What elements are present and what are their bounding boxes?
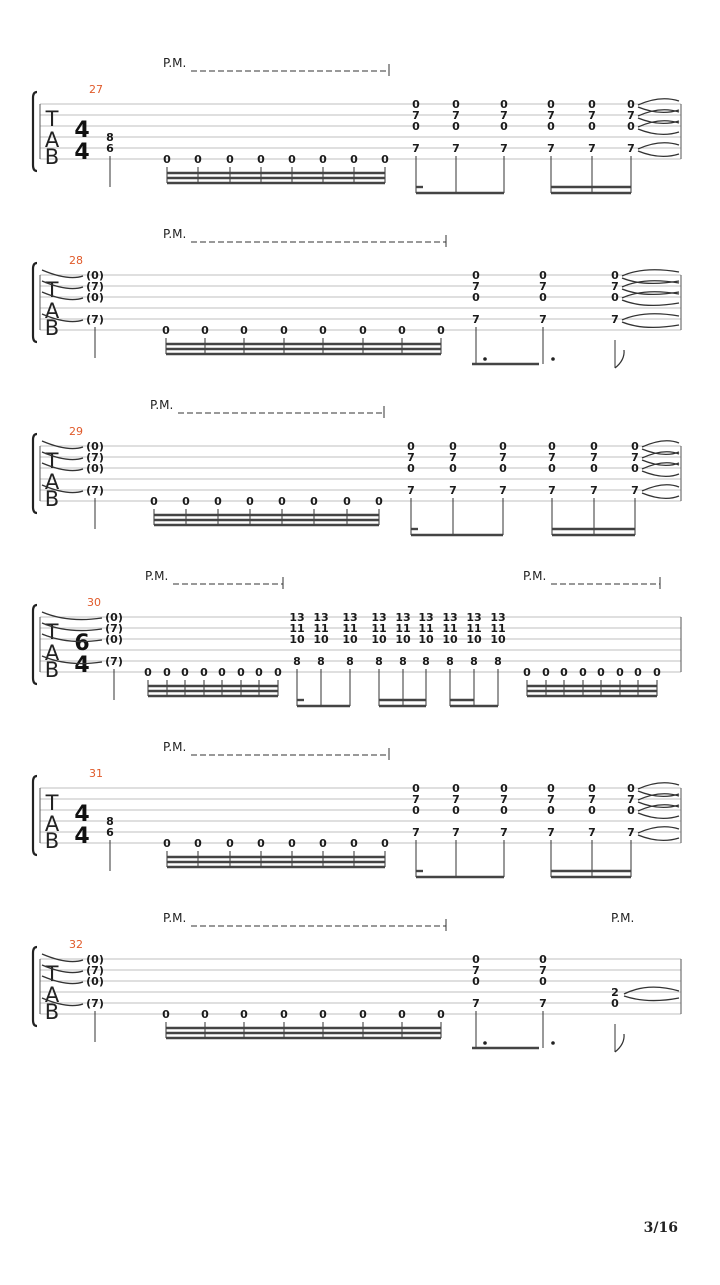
fret-number: 0: [226, 153, 234, 166]
tie-out: [638, 835, 679, 840]
fret-number: 0: [310, 495, 318, 508]
fret-number: 0: [319, 324, 327, 337]
fret-number: 10: [342, 633, 358, 646]
tie-in: [42, 270, 83, 278]
fret-number: 13: [418, 611, 434, 624]
tab-clef-letter: T: [45, 620, 59, 644]
fret-number: 0: [381, 837, 389, 850]
fret-number: (7): [105, 622, 123, 635]
palm-mute-label: P.M.: [163, 740, 187, 754]
fret-number: 7: [547, 826, 555, 839]
fret-number: 8: [375, 655, 383, 668]
fret-number: 0: [627, 120, 635, 133]
fret-number: 7: [548, 484, 556, 497]
tie-in: [42, 612, 102, 620]
palm-mute-label: P.M.: [163, 56, 187, 70]
fret-number: 7: [452, 142, 460, 155]
tab-clef-letter: T: [45, 791, 59, 815]
fret-number: 11: [342, 622, 358, 635]
rhythm-dot: [483, 1041, 487, 1045]
fret-number: 0: [412, 98, 420, 111]
fret-number: 7: [611, 280, 619, 293]
fret-number: 0: [359, 1008, 367, 1021]
fret-number: 0: [449, 462, 457, 475]
fret-number: 0: [412, 782, 420, 795]
fret-number: 0: [548, 440, 556, 453]
fret-number: 0: [631, 440, 639, 453]
time-signature-top: 4: [74, 802, 90, 827]
fret-number: 0: [452, 804, 460, 817]
fret-number: 0: [500, 120, 508, 133]
fret-number: 13: [490, 611, 506, 624]
fret-number: 0: [218, 666, 226, 679]
system-brace: [33, 947, 37, 1026]
system-brace: [33, 776, 37, 855]
fret-number: 0: [163, 837, 171, 850]
tie-out: [622, 300, 679, 305]
fret-number: 7: [588, 142, 596, 155]
fret-number: 0: [350, 153, 358, 166]
fret-number: 10: [466, 633, 482, 646]
fret-number: 7: [412, 793, 420, 806]
fret-number: 0: [412, 120, 420, 133]
fret-number: 13: [395, 611, 411, 624]
tab-clef-letter: T: [45, 449, 59, 473]
fret-number: 0: [255, 666, 263, 679]
fret-number: 8: [399, 655, 407, 668]
fret-number: 0: [611, 269, 619, 282]
measure-number: 27: [89, 83, 103, 96]
fret-number: 0: [472, 291, 480, 304]
fret-number: 0: [162, 324, 170, 337]
fret-number: (7): [86, 997, 104, 1010]
fret-number: 2: [611, 986, 619, 999]
fret-number: 7: [449, 484, 457, 497]
system-brace: [33, 434, 37, 513]
fret-number: 0: [452, 782, 460, 795]
fret-number: 0: [499, 440, 507, 453]
fret-number: (0): [86, 291, 104, 304]
measure-number: 31: [89, 767, 103, 780]
tab-clef-letter: B: [44, 145, 60, 169]
fret-number: 0: [343, 495, 351, 508]
fret-number: 0: [560, 666, 568, 679]
fret-number: 8: [494, 655, 502, 668]
tie-out: [642, 493, 679, 498]
fret-number: 0: [631, 462, 639, 475]
palm-mute-label: P.M.: [163, 911, 187, 925]
time-signature-bottom: 4: [74, 653, 90, 678]
fret-number: 11: [289, 622, 305, 635]
fret-number: 7: [627, 826, 635, 839]
fret-number: 7: [588, 109, 596, 122]
fret-number: 7: [539, 964, 547, 977]
fret-number: 0: [407, 462, 415, 475]
fret-number: 0: [590, 440, 598, 453]
fret-number: 0: [539, 291, 547, 304]
fret-number: 0: [523, 666, 531, 679]
system-30: [33, 569, 681, 706]
tab-clef-letter: B: [44, 316, 60, 340]
time-signature-top: 4: [74, 118, 90, 143]
fret-number: 0: [449, 440, 457, 453]
fret-number: 0: [163, 666, 171, 679]
fret-number: 0: [627, 98, 635, 111]
fret-number: 7: [472, 964, 480, 977]
fret-number: 7: [590, 484, 598, 497]
fret-number: 8: [422, 655, 430, 668]
fret-number: 7: [412, 109, 420, 122]
fret-number: 13: [466, 611, 482, 624]
fret-number: 13: [313, 611, 329, 624]
fret-number: 7: [407, 484, 415, 497]
fret-number: 10: [442, 633, 458, 646]
fret-number: 7: [452, 793, 460, 806]
fret-number: (7): [86, 451, 104, 464]
fret-number: 0: [539, 975, 547, 988]
fret-number: 0: [588, 782, 596, 795]
fret-number: 13: [342, 611, 358, 624]
fret-number: 0: [194, 153, 202, 166]
tie-out: [642, 471, 679, 476]
fret-number: 6: [106, 142, 114, 155]
note-flag: [615, 1034, 624, 1052]
tab-clef-letter: A: [44, 812, 60, 836]
fret-number: 0: [163, 153, 171, 166]
fret-number: 0: [280, 324, 288, 337]
fret-number: 0: [588, 120, 596, 133]
tab-clef-letter: A: [44, 299, 60, 323]
fret-number: 7: [452, 826, 460, 839]
fret-number: 0: [240, 324, 248, 337]
fret-number: 11: [490, 622, 506, 635]
fret-number: 0: [359, 324, 367, 337]
fret-number: 0: [539, 269, 547, 282]
fret-number: 0: [500, 98, 508, 111]
fret-number: 7: [500, 142, 508, 155]
system-27: [33, 56, 681, 193]
system-31: [33, 740, 681, 877]
fret-number: 0: [226, 837, 234, 850]
rhythm-dot: [551, 357, 555, 361]
fret-number: 11: [371, 622, 387, 635]
fret-number: 0: [240, 1008, 248, 1021]
fret-number: 10: [490, 633, 506, 646]
fret-number: 0: [381, 153, 389, 166]
fret-number: 0: [407, 440, 415, 453]
tab-clef-letter: T: [45, 107, 59, 131]
fret-number: (7): [86, 280, 104, 293]
tie-in: [42, 954, 83, 962]
tab-clef-letter: B: [44, 829, 60, 853]
fret-number: 0: [542, 666, 550, 679]
system-brace: [33, 263, 37, 342]
fret-number: 7: [499, 451, 507, 464]
fret-number: 0: [201, 1008, 209, 1021]
system-32: [33, 911, 681, 1052]
fret-number: (7): [105, 655, 123, 668]
fret-number: 0: [194, 837, 202, 850]
fret-number: 0: [472, 953, 480, 966]
fret-number: (7): [86, 484, 104, 497]
fret-number: 0: [182, 495, 190, 508]
fret-number: 0: [547, 804, 555, 817]
fret-number: 7: [412, 826, 420, 839]
palm-mute-label: P.M.: [145, 569, 169, 583]
fret-number: (0): [105, 611, 123, 624]
fret-number: 10: [395, 633, 411, 646]
tie-out: [638, 813, 679, 818]
fret-number: 8: [293, 655, 301, 668]
system-brace: [33, 605, 37, 684]
tie-out: [622, 322, 679, 327]
tab-clef-letter: B: [44, 487, 60, 511]
rhythm-dot: [483, 357, 487, 361]
fret-number: 0: [499, 462, 507, 475]
time-signature-top: 6: [74, 631, 90, 656]
fret-number: 11: [395, 622, 411, 635]
note-flag: [615, 350, 624, 368]
fret-number: 0: [257, 153, 265, 166]
fret-number: 7: [627, 142, 635, 155]
system-28: [33, 227, 681, 368]
fret-number: 0: [437, 324, 445, 337]
rhythm-dot: [551, 1041, 555, 1045]
fret-number: 7: [539, 313, 547, 326]
tab-clef-letter: B: [44, 1000, 60, 1024]
measure-number: 32: [69, 938, 83, 951]
tab-clef-letter: T: [45, 962, 59, 986]
tie-out: [638, 129, 679, 134]
fret-number: 8: [106, 131, 114, 144]
fret-number: 7: [539, 280, 547, 293]
fret-number: 7: [499, 484, 507, 497]
fret-number: 0: [547, 782, 555, 795]
fret-number: 13: [442, 611, 458, 624]
fret-number: 7: [500, 109, 508, 122]
palm-mute-label: P.M.: [523, 569, 547, 583]
tab-clef-letter: A: [44, 470, 60, 494]
fret-number: 10: [313, 633, 329, 646]
tab-clef-letter: A: [44, 983, 60, 1007]
fret-number: 0: [237, 666, 245, 679]
fret-number: 0: [588, 98, 596, 111]
fret-number: 11: [313, 622, 329, 635]
fret-number: 0: [579, 666, 587, 679]
fret-number: 7: [547, 109, 555, 122]
fret-number: 0: [634, 666, 642, 679]
fret-number: 10: [418, 633, 434, 646]
fret-number: 7: [631, 451, 639, 464]
fret-number: 11: [442, 622, 458, 635]
fret-number: 0: [278, 495, 286, 508]
tab-clef-letter: T: [45, 278, 59, 302]
fret-number: 7: [611, 313, 619, 326]
fret-number: 8: [106, 815, 114, 828]
fret-number: (0): [86, 953, 104, 966]
fret-number: 0: [288, 837, 296, 850]
fret-number: 0: [350, 837, 358, 850]
fret-number: 0: [162, 1008, 170, 1021]
fret-number: 0: [539, 953, 547, 966]
fret-number: 0: [201, 324, 209, 337]
fret-number: 7: [452, 109, 460, 122]
time-signature-bottom: 4: [74, 824, 90, 849]
tab-clef-letter: A: [44, 641, 60, 665]
fret-number: 11: [466, 622, 482, 635]
measure-number: 30: [87, 596, 101, 609]
fret-number: 0: [274, 666, 282, 679]
tie-out: [638, 151, 679, 156]
system-brace: [33, 92, 37, 171]
fret-number: 8: [317, 655, 325, 668]
fret-number: 13: [289, 611, 305, 624]
fret-number: 13: [371, 611, 387, 624]
palm-mute-label: P.M.: [163, 227, 187, 241]
fret-number: 7: [472, 280, 480, 293]
tie-out: [624, 987, 679, 994]
fret-number: 0: [398, 324, 406, 337]
fret-number: 0: [611, 997, 619, 1010]
fret-number: 0: [611, 291, 619, 304]
fret-number: 0: [200, 666, 208, 679]
fret-number: 0: [500, 804, 508, 817]
palm-mute-label: P.M.: [611, 911, 635, 925]
fret-number: 7: [547, 793, 555, 806]
fret-number: 7: [588, 793, 596, 806]
system-29: [33, 398, 681, 535]
fret-number: 0: [246, 495, 254, 508]
fret-number: 7: [548, 451, 556, 464]
fret-number: 0: [398, 1008, 406, 1021]
tie-out: [624, 996, 679, 1001]
fret-number: 7: [500, 793, 508, 806]
fret-number: 0: [588, 804, 596, 817]
time-signature-bottom: 4: [74, 140, 90, 165]
fret-number: 0: [547, 98, 555, 111]
fret-number: 7: [590, 451, 598, 464]
tab-clef-letter: B: [44, 658, 60, 682]
fret-number: (0): [86, 269, 104, 282]
fret-number: 7: [500, 826, 508, 839]
fret-number: 0: [181, 666, 189, 679]
fret-number: 7: [547, 142, 555, 155]
fret-number: 0: [280, 1008, 288, 1021]
fret-number: (0): [86, 975, 104, 988]
fret-number: 10: [371, 633, 387, 646]
fret-number: 0: [452, 120, 460, 133]
fret-number: 0: [288, 153, 296, 166]
fret-number: 0: [547, 120, 555, 133]
fret-number: 7: [539, 997, 547, 1010]
fret-number: 7: [412, 142, 420, 155]
fret-number: 7: [472, 313, 480, 326]
fret-number: 0: [437, 1008, 445, 1021]
fret-number: 10: [289, 633, 305, 646]
fret-number: 0: [144, 666, 152, 679]
fret-number: 0: [375, 495, 383, 508]
fret-number: 0: [627, 782, 635, 795]
fret-number: 0: [597, 666, 605, 679]
fret-number: (0): [105, 633, 123, 646]
tie-in: [42, 441, 83, 449]
tab-clef-letter: A: [44, 128, 60, 152]
fret-number: 7: [472, 997, 480, 1010]
fret-number: 0: [214, 495, 222, 508]
fret-number: 7: [631, 484, 639, 497]
fret-number: 7: [627, 109, 635, 122]
fret-number: 0: [257, 837, 265, 850]
fret-number: (0): [86, 462, 104, 475]
fret-number: 0: [590, 462, 598, 475]
fret-number: (0): [86, 440, 104, 453]
fret-number: 0: [627, 804, 635, 817]
fret-number: 0: [472, 975, 480, 988]
fret-number: (7): [86, 964, 104, 977]
fret-number: 0: [319, 153, 327, 166]
palm-mute-label: P.M.: [150, 398, 174, 412]
page-number: 3/16: [643, 1220, 678, 1236]
fret-number: 8: [346, 655, 354, 668]
fret-number: 0: [319, 1008, 327, 1021]
fret-number: 0: [150, 495, 158, 508]
fret-number: 0: [653, 666, 661, 679]
fret-number: 0: [548, 462, 556, 475]
fret-number: 8: [446, 655, 454, 668]
fret-number: 6: [106, 826, 114, 839]
fret-number: 7: [588, 826, 596, 839]
fret-number: 7: [407, 451, 415, 464]
fret-number: 0: [500, 782, 508, 795]
fret-number: 7: [449, 451, 457, 464]
measure-number: 28: [69, 254, 83, 267]
fret-number: 0: [616, 666, 624, 679]
fret-number: 0: [319, 837, 327, 850]
fret-number: (7): [86, 313, 104, 326]
fret-number: 0: [412, 804, 420, 817]
fret-number: 11: [418, 622, 434, 635]
fret-number: 7: [627, 793, 635, 806]
fret-number: 8: [470, 655, 478, 668]
fret-number: 0: [472, 269, 480, 282]
fret-number: 0: [452, 98, 460, 111]
measure-number: 29: [69, 425, 83, 438]
